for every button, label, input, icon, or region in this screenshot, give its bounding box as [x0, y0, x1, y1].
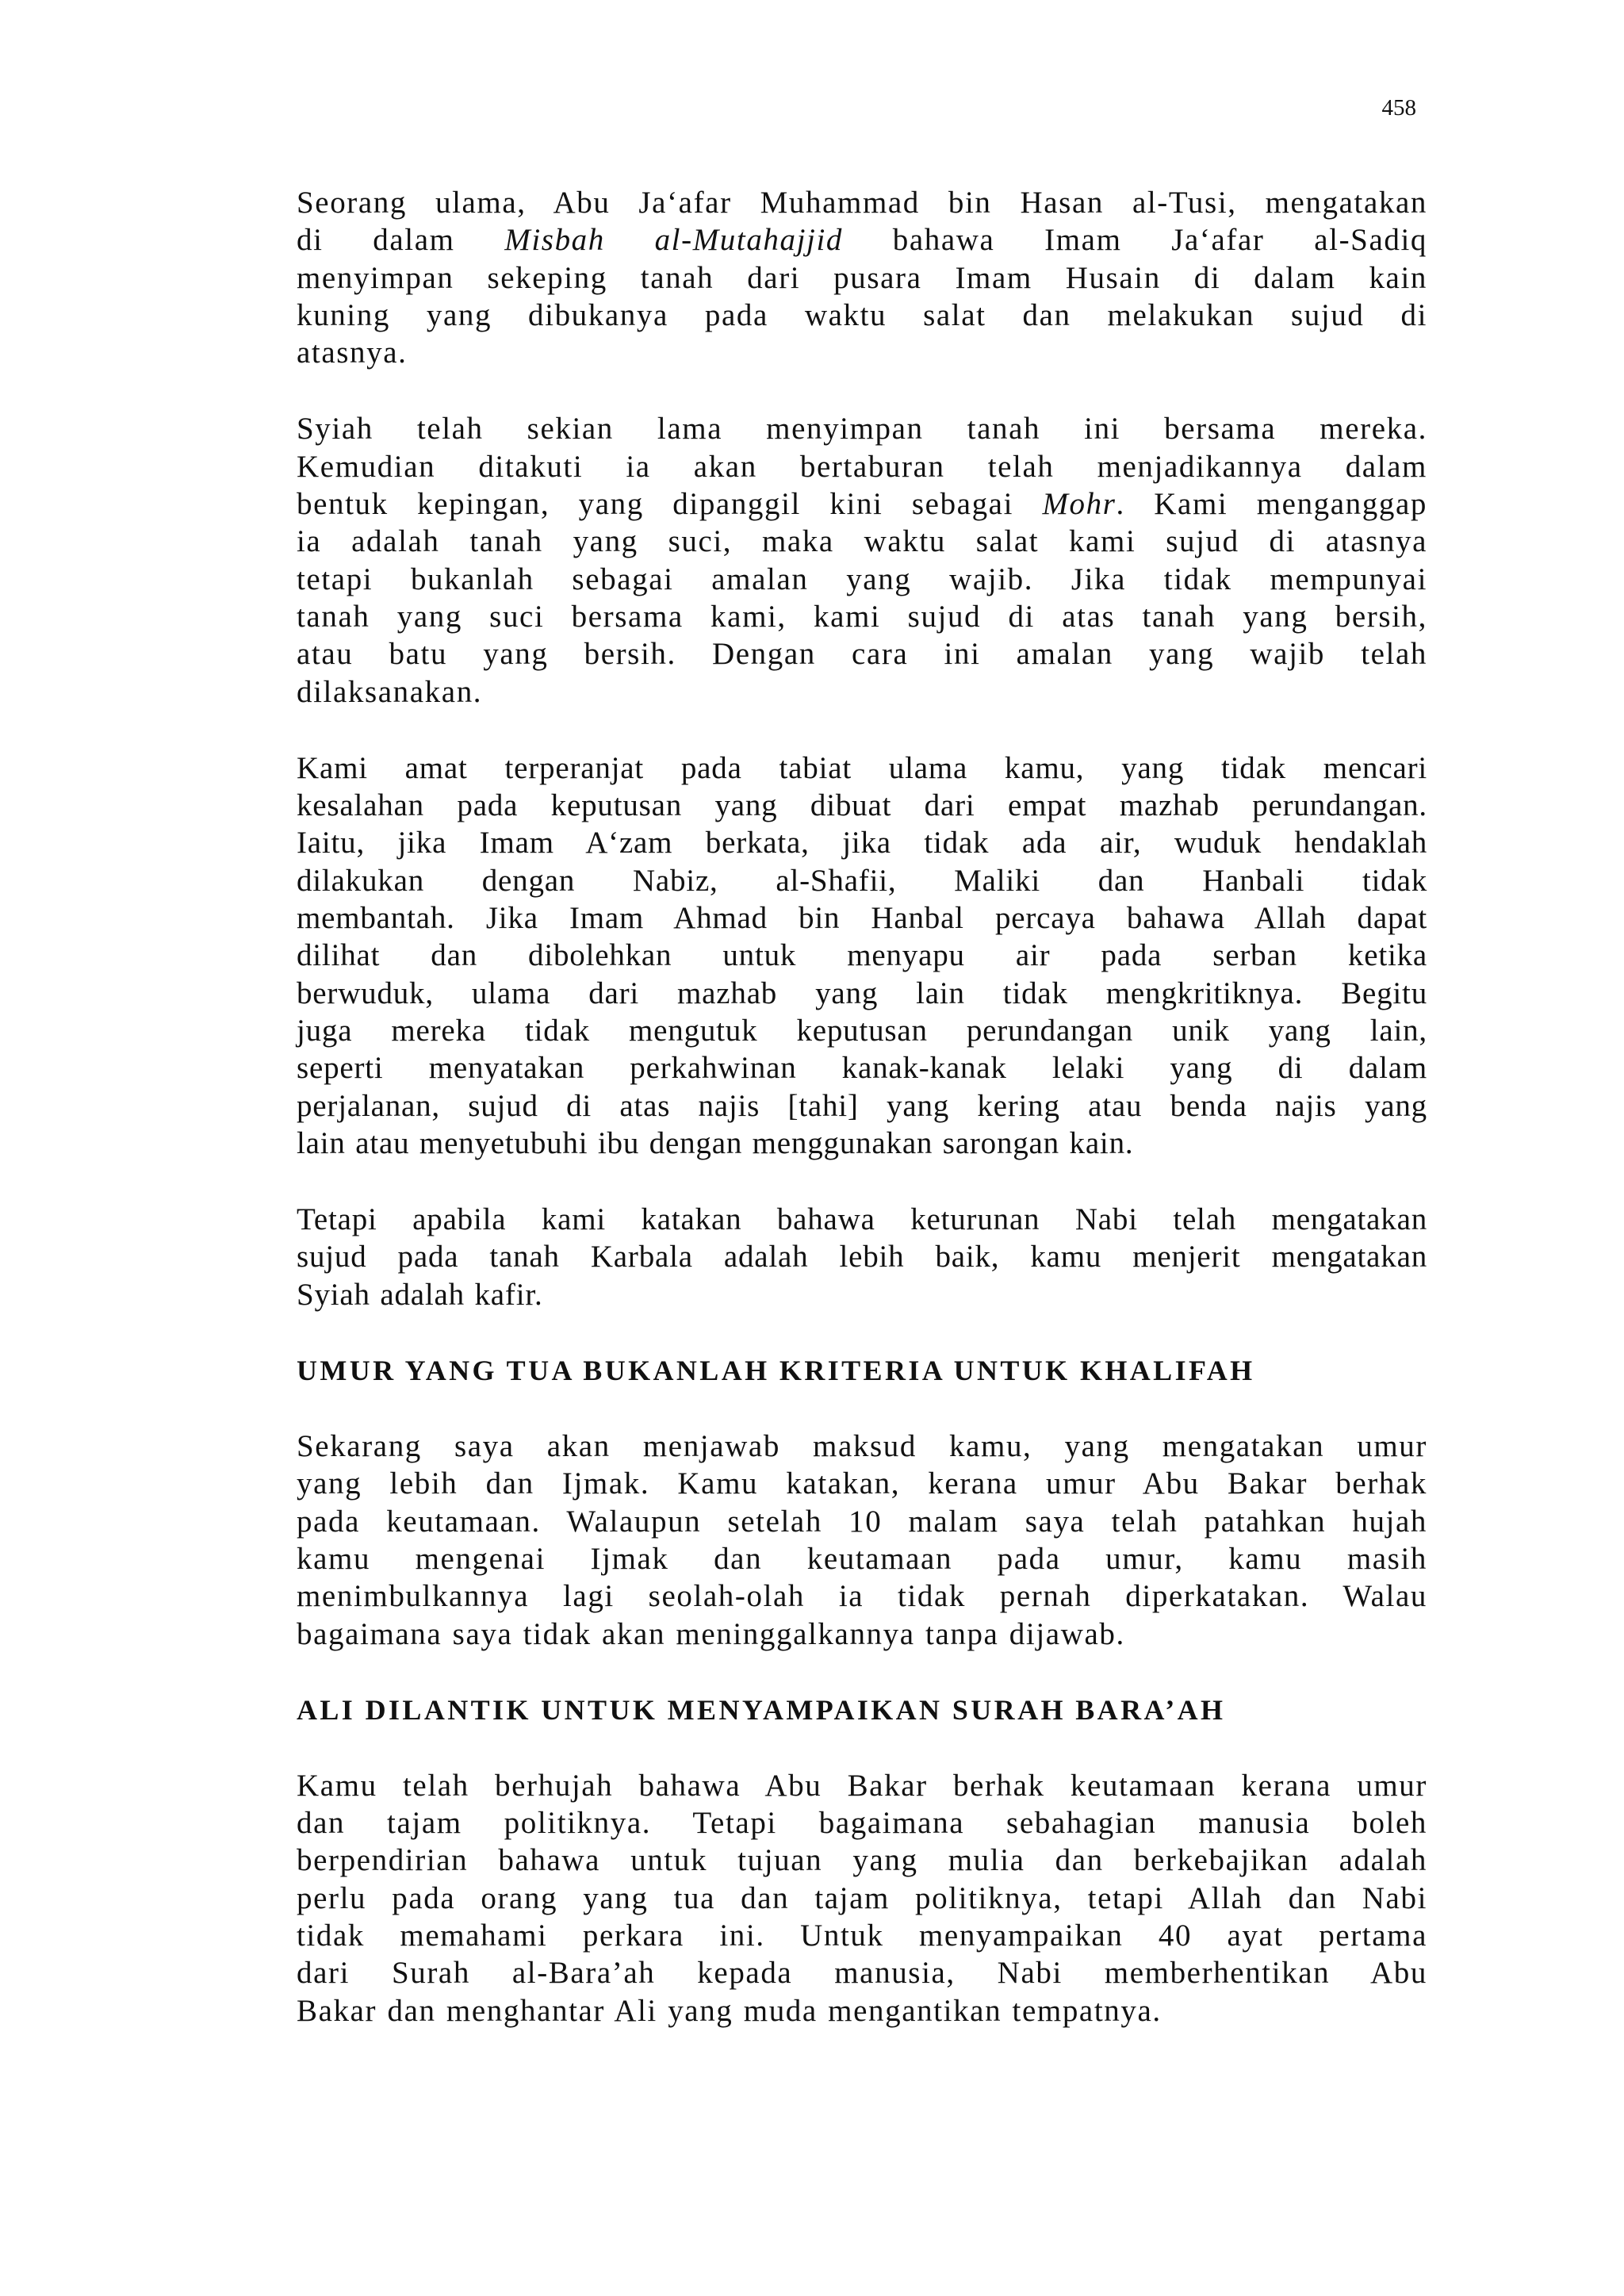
text-line: membantah. Jika Imam Ahmad bin Hanbal percaya bahawa Allah dapat — [297, 901, 1427, 936]
text-line: dilaksanakan. — [297, 674, 483, 709]
text-line: Syiah telah sekian lama menyimpan tanah ini bersama mereka. — [297, 412, 1427, 447]
text-line: berwuduk, ulama dari mazhab yang lain tidak mengkritiknya. Begitu — [297, 976, 1427, 1010]
text-line: Tetapi apabila kami katakan bahawa keturunan Nabi telah mengatakan — [297, 1202, 1427, 1237]
term-italic: Mohr — [1042, 487, 1116, 522]
text-line: perjalanan, sujud di atas najis [tahi] yang kering atau benda najis yang — [297, 1088, 1427, 1123]
text-span: bahawa Imam Ja‘afar al-Sadiq — [843, 223, 1427, 258]
text-line — [297, 221, 1427, 259]
text-line: menyimpan sekeping tanah dari pusara Imam Husain di dalam kain — [297, 260, 1427, 295]
section-heading: ALI DILANTIK UNTUK MENYAMPAIKAN SURAH BARA’AH — [297, 1693, 1226, 1726]
book-title-italic: Misbah al-Mutahajjid — [504, 223, 844, 258]
paragraph-5 — [297, 1428, 1427, 1653]
text-line: Kami amat terperanjat pada tabiat ulama kamu, yang tidak mencari — [297, 750, 1427, 785]
text-line: dilakukan dengan Nabiz, al-Shafii, Maliki dan Hanbali tidak — [297, 863, 1427, 898]
text-line: juga mereka tidak mengutuk keputusan perundangan unik yang lain, — [297, 1013, 1427, 1048]
page-number: 458 — [1381, 95, 1416, 121]
text-line: lain atau menyetubuhi ibu dengan menggunakan sarongan kain. — [297, 1125, 1134, 1160]
text-line: Bakar dan menghantar Ali yang muda mengantikan tempatnya. — [297, 1993, 1162, 2028]
paragraph-2 — [297, 410, 1427, 710]
text-line: tetapi bukanlah sebagai amalan yang wajib. Jika tidak mempunyai — [297, 562, 1427, 596]
text-line: dan tajam politiknya. Tetapi bagaimana sebahagian manusia boleh — [297, 1806, 1427, 1841]
text-line: Syiah adalah kafir. — [297, 1277, 543, 1312]
text-line: berpendirian bahawa untuk tujuan yang mulia dan berkebajikan adalah — [297, 1843, 1427, 1878]
text-line: Sekarang saya akan menjawab maksud kamu, yang mengatakan umur — [297, 1429, 1427, 1464]
text-line: perlu pada orang yang tua dan tajam politiknya, tetapi Allah dan Nabi — [297, 1880, 1427, 1915]
page-body — [297, 184, 1427, 2068]
text-line: sujud pada tanah Karbala adalah lebih baik, kamu menjerit mengatakan — [297, 1240, 1427, 1274]
paragraph-4 — [297, 1201, 1427, 1313]
text-line: kesalahan pada keputusan yang dibuat dari empat mazhab perundangan. — [297, 788, 1427, 823]
text-line: ia adalah tanah yang suci, maka waktu salat kami sujud di atasnya — [297, 524, 1427, 559]
text-line: yang lebih dan Ijmak. Kamu katakan, kerana umur Abu Bakar berhak — [297, 1466, 1427, 1501]
text-line: dilihat dan dibolehkan untuk menyapu air pada serban ketika — [297, 938, 1427, 973]
text-line: dari Surah al-Bara’ah kepada manusia, Nabi memberhentikan Abu — [297, 1956, 1427, 1991]
text-line: Kamu telah berhujah bahawa Abu Bakar berhak keutamaan kerana umur — [297, 1768, 1427, 1803]
paragraph-3 — [297, 749, 1427, 1162]
paragraph-1 — [297, 184, 1427, 371]
text-line: Kemudian ditakuti ia akan bertaburan telah menjadikannya dalam — [297, 449, 1427, 484]
paragraph-6 — [297, 1767, 1427, 2030]
section-heading: UMUR YANG TUA BUKANLAH KRITERIA UNTUK KHALIFAH — [297, 1355, 1255, 1387]
text-line: atau batu yang bersih. Dengan cara ini amalan yang wajib telah — [297, 637, 1427, 672]
text-line: menimbulkannya lagi seolah-olah ia tidak pernah diperkatakan. Walau — [297, 1579, 1427, 1614]
text-span: . Kami menganggap — [1116, 487, 1427, 522]
text-line: tanah yang suci bersama kami, kami sujud di atas tanah yang bersih, — [297, 599, 1427, 634]
text-span: bentuk kepingan, yang dipanggil kini sebagai — [297, 487, 1043, 522]
text-line: Iaitu, jika Imam A‘zam berkata, jika tidak ada air, wuduk hendaklah — [297, 826, 1427, 861]
text-line: kuning yang dibukanya pada waktu salat dan melakukan sujud di — [297, 297, 1427, 332]
text-line: seperti menyatakan perkahwinan kanak-kanak lelaki yang di dalam — [297, 1051, 1427, 1086]
text-line: bagaimana saya tidak akan meninggalkannya tanpa dijawab. — [297, 1616, 1125, 1651]
text-line: pada keutamaan. Walaupun setelah 10 malam saya telah patahkan hujah — [297, 1504, 1427, 1539]
text-line: Seorang ulama, Abu Ja‘afar Muhammad bin Hasan al-Tusi, mengatakan — [297, 186, 1427, 220]
text-line: atasnya. — [297, 335, 408, 370]
text-span: di dalam — [297, 223, 505, 258]
text-line: kamu mengenai Ijmak dan keutamaan pada umur, kamu masih — [297, 1541, 1427, 1576]
text-line — [297, 485, 1427, 523]
text-line: tidak memahami perkara ini. Untuk menyampaikan 40 ayat pertama — [297, 1918, 1427, 1953]
